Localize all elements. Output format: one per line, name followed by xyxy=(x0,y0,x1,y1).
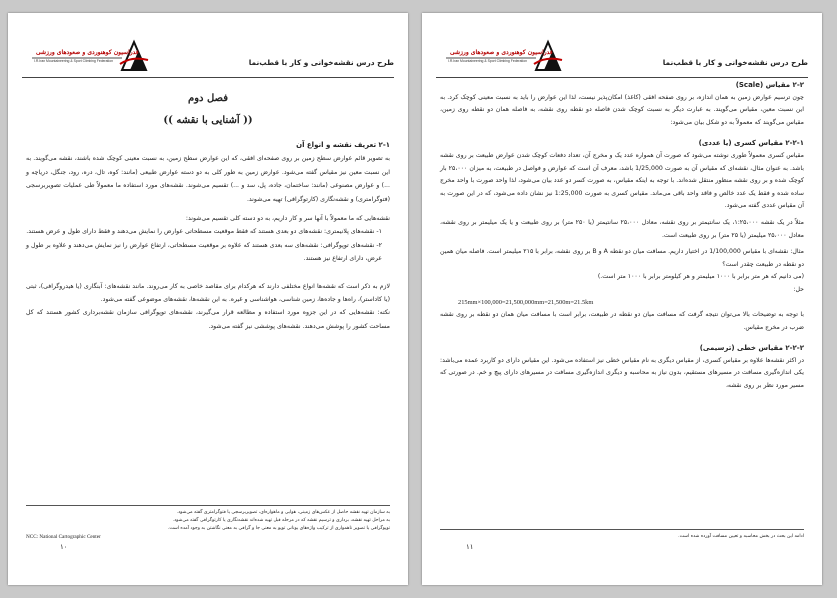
logo-title: فدراسیون کوهنوردی و صعودهای ورزشی xyxy=(450,49,553,56)
page-number: ۱۰ xyxy=(60,543,68,551)
document-title: طرح درس نقشه‌خوانی و کار با قطب‌نما xyxy=(248,58,394,67)
page-number: ۱۱ xyxy=(466,543,474,551)
federation-logo xyxy=(22,34,150,74)
paragraph: (می دانیم که هر متر برابر با ۱۰۰۰ میلیمتر و هر کیلومتر برابر با ۱۰۰۰ متر است.) xyxy=(597,273,804,281)
section-heading: ۲-۲-۱ مقیاس کسری (یا عددی) xyxy=(698,139,804,148)
chapter-subtitle: (( آشنایی با نقشه )) xyxy=(163,115,253,126)
document-page-11 xyxy=(422,13,822,585)
paragraph: با توجه به توضیحات بالا می‌توان نتیجه گرفت که مسافت میان دو نقطه در طبیعت، برابر است با مسافت میان همان دو نقطه بر روی نقشه ضرب در مخرج مقیاس. xyxy=(440,311,804,331)
paragraph: لازم به ذکر است که نقشه‌ها انواع مختلفی دارند که هرکدام برای مقاصد خاصی به کار می‌روند. مانند نقشه‌های: آبنگاری (یا هیدروگرافی)، ثبتی (یا کاداستر)، راه‌ها و جاده‌ها، زمین شناسی، هواشناسی و غیره. به این نقشه‌ها، نقشه‌های موضوعی گفته می‌شود. xyxy=(26,282,390,304)
footnote: به سازمان تهیه نقشه حاصل از عکس‌های زمینی، هوایی و ماهواره‌ای، تصویربرسجی یا فتوگرامتری گفته می‌شود. xyxy=(176,510,390,515)
page-content xyxy=(26,91,390,333)
list-item: ۱- نقشه‌های پلانیمتری: نقشه‌های دو بعدی هستند که فقط موقعیت مسطحاتی عوارض را نمایش می‌دهند و فقط دارای طول و عرض هستند. xyxy=(26,228,382,236)
document-page-10 xyxy=(8,13,408,585)
footnote: به مراحل تهیه نقشه، برداری و ترسیم نقشه که در مرحله قبل تهیه شده‌اند نقشه‌نگاری یا کارتوگرافی گفته می‌شود. xyxy=(172,518,390,523)
logo-title: فدراسیون کوهنوردی و صعودهای ورزشی xyxy=(36,49,139,56)
page-header xyxy=(22,33,394,78)
paragraph: مثلاً در یک نقشه ۱:۲۵،۰۰۰، یک سانتیمتر بر روی نقشه، معادل ۲۵،۰۰۰ سانتیمتر (یا ۲۵۰ متر) بر روی طبیعت و یا یک میلیمتر بر روی نقشه، معادل ۲۵،۰۰۰ میلیمتر (یا ۲۵ متر) بر روی طبیعت است. xyxy=(440,218,804,239)
paragraph: مثال: نقشه‌ای با مقیاس 1/100,000 در اختیار داریم. مسافت میان دو نقطه A و B بر روی نقشه، برابر با ۲۱۵ میلیمتر است. فاصله میان همین دو نقطه در طبیعت چقدر است؟ xyxy=(440,248,804,268)
paragraph: چون ترسیم عوارض زمین به همان اندازه، بر روی صفحه افقی (کاغذ) امکان‌پذیر نیست، لذا این عوارض را باید به نسبت معینی کوچک کرد. به این نسبت معین، مقیاس می‌گویند. به عبارت دیگر به نسبت کوچک شدن فاصله دو نقطه روی نقشه، به فاصله همان دو نقطه روی زمین، مقیاس می‌گویند که معمولاً به دو شکل بیان می‌شود: xyxy=(440,93,804,126)
footnote: NCC: National Cartographic Center xyxy=(26,534,101,540)
logo-subtitle: I.R.Iran Mountaineering & Sport Climbing Federation xyxy=(34,59,113,63)
formula: 215mm×100,000=21,500,000mm=21,500m=21.5km xyxy=(458,298,594,306)
footnotes xyxy=(440,529,804,541)
solution-label: حل: xyxy=(793,285,804,293)
paragraph: در اکثر نقشه‌ها علاوه بر مقیاس کسری، از مقیاس دیگری به نام مقیاس خطی نیز استفاده می‌شود. این مقیاس دارای دو کاربرد عمده می‌باشد: یکی اندازه‌گیری مسافت در مسیرهای مستقیم، بدون نیاز به محاسبه و دیگری اندازه‌گیری مسافت در مسیرهای دارای پیچ و خم. در صورتی که مسیر مورد نظر بر روی نقشه، xyxy=(440,356,804,390)
list-item: ۲- نقشه‌های توپوگرافی: نقشه‌های سه بعدی هستند که علاوه بر موقعیت مسطحاتی، ارتفاع عوارض را نیز نمایش می‌دهند و علاوه بر طول و عرض، دارای ارتفاع نیز هستند. xyxy=(26,241,382,263)
section-heading: ۲-۲ مقیاس (Scale) xyxy=(735,81,804,89)
page-content xyxy=(440,79,804,393)
chapter-title: فصل دوم xyxy=(188,93,228,104)
paragraph: نکته: نقشه‌هایی که در این جزوه مورد استفاده و مطالعه قرار می‌گیرند، نقشه‌های توپوگرافی سازمان نقشه‌برداری کشور هستند که کل مساحت کشور را پوشش می‌دهند. نقشه‌های پوششی نیز گفته می‌شود. xyxy=(26,309,390,330)
section-heading: ۲-۱ تعریف نقشه و انواع آن xyxy=(296,141,390,149)
footnote: توپوگرافی یا تصویر ناهمواری از ترکیب واژه‌های یونانی توپو به معنی جا و گرافی به معنی نگاشتن به وجود آمده است. xyxy=(167,526,390,531)
federation-logo xyxy=(436,34,564,74)
document-title: طرح درس نقشه‌خوانی و کار با قطب‌نما xyxy=(662,58,808,67)
logo-subtitle: I.R.Iran Mountaineering & Sport Climbing Federation xyxy=(448,59,527,63)
footnote: ادامه این بحث در بخش محاسبه و تعیین مسافت آورده شده است. xyxy=(678,534,804,539)
paragraph: مقیاس کسری معمولاً طوری نوشته می‌شود که صورت آن همواره عدد یک و مخرج آن، تعداد دفعات کوچک شدن عوارض طبیعت بر روی نقشه باشد. به عنوان مثال، نقشه‌ای که مقیاس آن به صورت 1/25,000 باشد، معرف آن است که عوارض و فواصل در طبیعت، به میزان ۲۵،۰۰۰ بار کوچک شده و بر روی نقشه منظور منتقل شده‌اند. با توجه به اینکه مقیاس، به صورت کسر دو عدد بیان می‌شود، لذا واحد صورت با واحد مخرج ساده شده و فقط یک عدد خالص و فاقد واحد باقی می‌ماند. مقیاس کسری به صورت 1:25,000 نیز نشان داده می‌شود، که در این صورت به آن مقیاس عددی گفته می‌شود. xyxy=(440,151,805,210)
page-header xyxy=(436,33,808,78)
footnotes xyxy=(26,505,390,541)
section-heading: ۲-۲-۲ مقیاس خطی (ترسیمی) xyxy=(699,344,804,353)
paragraph: نقشه‌هایی که ما معمولاً با آنها سر و کار داریم، به دو دسته کلی تقسیم می‌شوند: xyxy=(185,215,390,223)
paragraph: به تصویر قائم عوارض سطح زمین بر روی صفحه‌ای افقی، که این عوارض سطح زمین، به نسبت معینی کوچک شده باشند، نقشه می‌گویند. به این نسبت معین نیز مقیاس گفته می‌شود. عوارض زمین به طور کلی به دو دسته عوارض طبیعی (مانند: کوه، تال، دره، رود، جنگل، دریاچه و ...) و عوارض مصنوعی (مانند: ساختمان، جاده، پل، سد و ...) تقسیم می‌شوند. نقشه‌های مورد استفاده ما معمولاً طی عملیات تصویربرسجی (فتوگرامتری) و نقشه‌نگاری (کارتوگرافی) تهیه می‌شوند. xyxy=(26,155,390,203)
